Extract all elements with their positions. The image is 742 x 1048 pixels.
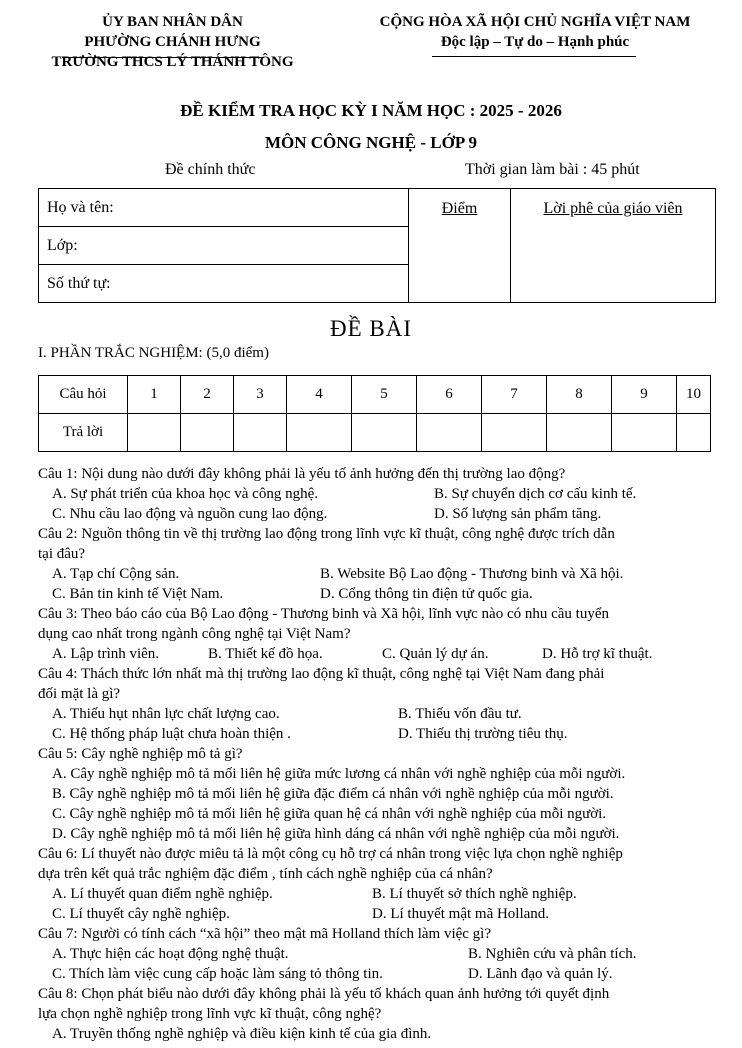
q5-option-a: A. Cây nghề nghiệp mô tả mối liên hệ giữa mức lương cá nhân với nghề nghiệp của mỗi người.	[52, 766, 626, 782]
answer-cell[interactable]	[612, 414, 677, 452]
answer-table	[38, 375, 711, 452]
question-number: 2	[181, 376, 234, 414]
q4-option-b: B. Thiếu vốn đầu tư.	[398, 706, 522, 722]
q7-option-d: D. Lãnh đạo và quản lý.	[468, 966, 613, 982]
question-number: 8	[547, 376, 612, 414]
question-8-line-2: lựa chọn nghề nghiệp trong lĩnh vực kĩ thuật, công nghệ?	[38, 1006, 382, 1022]
q4-option-a: A. Thiếu hụt nhân lực chất lượng cao.	[52, 706, 280, 722]
question-7: Câu 7: Người có tính cách “xã hội” theo mật mã Holland thích làm việc gì?	[38, 926, 492, 942]
question-2-line-1: Câu 2: Nguồn thông tin về thị trường lao động trong lĩnh vực kĩ thuật, công nghệ được trích dẫn	[38, 526, 615, 542]
section-heading: ĐỀ BÀI	[329, 316, 413, 341]
q8-option-a: A. Truyền thống nghề nghiệp và điều kiện kinh tế của gia đình.	[52, 1026, 432, 1042]
official-label: Đề chính thức	[165, 161, 256, 178]
q4-option-c: C. Hệ thống pháp luật chưa hoàn thiện .	[52, 726, 291, 742]
q6-option-d: D. Lí thuyết mật mã Holland.	[372, 906, 550, 922]
question-6-line-1: Câu 6: Lí thuyết nào được miêu tả là một công cụ hỗ trợ cá nhân trong việc lựa chọn nghề nghiệp	[38, 846, 623, 862]
question-number: 1	[128, 376, 181, 414]
answer-cell[interactable]	[417, 414, 482, 452]
q3-option-d: D. Hỗ trợ kĩ thuật.	[542, 646, 653, 662]
question-number: 4	[287, 376, 352, 414]
school-underline	[62, 57, 264, 58]
class-field[interactable]: Lớp:	[39, 227, 409, 265]
question-number: 6	[417, 376, 482, 414]
q5-option-b: B. Cây nghề nghiệp mô tả mối liên hệ giữa đặc điểm cá nhân với nghề nghiệp của mỗi người.	[52, 786, 614, 802]
answer-cell[interactable]	[234, 414, 287, 452]
country-name: CỘNG HÒA XÃ HỘI CHỦ NGHĨA VIỆT NAM	[379, 14, 691, 30]
name-field[interactable]: Họ và tên:	[39, 189, 409, 227]
authority-line-1: ỦY BAN NHÂN DÂN	[102, 14, 243, 30]
duration-label: Thời gian làm bài : 45 phút	[465, 161, 640, 178]
q5-option-c: C. Cây nghề nghiệp mô tả mối liên hệ giữa quan hệ cá nhân với nghề nghiệp của mỗi người.	[52, 806, 607, 822]
question-2-line-2: tại đâu?	[38, 546, 86, 562]
q7-option-b: B. Nghiên cứu và phân tích.	[468, 946, 637, 962]
answer-cell[interactable]	[677, 414, 711, 452]
question-6-line-2: dựa trên kết quả trắc nghiệm đặc điểm , tính cách nghề nghiệp của cá nhân?	[38, 866, 493, 882]
q6-option-a: A. Lí thuyết quan điểm nghề nghiệp.	[52, 886, 273, 902]
authority-block	[20, 12, 325, 72]
q7-option-c: C. Thích làm việc cung cấp hoặc làm sáng tỏ thông tin.	[52, 966, 383, 982]
q7-option-a: A. Thực hiện các hoạt động nghệ thuật.	[52, 946, 289, 962]
exam-subject: MÔN CÔNG NGHỆ - LỚP 9	[264, 133, 478, 152]
question-number: 10	[677, 376, 711, 414]
question-row-label: Câu hỏi	[39, 376, 128, 414]
question-3-line-2: dụng cao nhất trong ngành công nghệ tại Việt Nam?	[38, 626, 351, 642]
student-info-table	[38, 188, 716, 303]
question-8-line-1: Câu 8: Chọn phát biểu nào dưới đây không phải là yếu tố khách quan ảnh hưởng tới quyết định	[38, 986, 610, 1002]
answer-cell[interactable]	[181, 414, 234, 452]
question-number: 3	[234, 376, 287, 414]
q1-option-a: A. Sự phát triển của khoa học và công nghệ.	[52, 486, 318, 502]
answer-cell[interactable]	[352, 414, 417, 452]
answer-cell[interactable]	[287, 414, 352, 452]
national-motto-block	[340, 12, 730, 52]
exam-title: ĐỀ KIỂM TRA HỌC KỲ I NĂM HỌC : 2025 - 2026	[180, 101, 562, 120]
answer-cell[interactable]	[547, 414, 612, 452]
question-5: Câu 5: Cây nghề nghiệp mô tả gì?	[38, 746, 243, 762]
motto: Độc lập – Tự do – Hạnh phúc	[440, 34, 630, 50]
authority-line-2: PHƯỜNG CHÁNH HƯNG	[84, 34, 261, 50]
question-1: Câu 1: Nội dung nào dưới đây không phải là yếu tố ảnh hưởng đến thị trường lao động?	[38, 466, 566, 482]
q4-option-d: D. Thiếu thị trường tiêu thụ.	[398, 726, 568, 742]
school-name: TRƯỜNG THCS LÝ THÁNH TÔNG	[51, 54, 294, 70]
q6-option-c: C. Lí thuyết cây nghề nghiệp.	[52, 906, 230, 922]
number-field[interactable]: Số thứ tự:	[39, 265, 409, 303]
q3-option-c: C. Quản lý dự án.	[382, 646, 489, 662]
question-number: 5	[352, 376, 417, 414]
question-number: 9	[612, 376, 677, 414]
answer-row-label: Trả lời	[39, 414, 128, 452]
question-4-line-1: Câu 4: Thách thức lớn nhất mà thị trường lao động kĩ thuật, công nghệ tại Việt Nam đang phải	[38, 666, 605, 682]
motto-underline	[432, 56, 636, 57]
q5-option-d: D. Cây nghề nghiệp mô tả mối liên hệ giữa hình dáng cá nhân với nghề nghiệp của mỗi người.	[52, 826, 620, 842]
q3-option-a: A. Lập trình viên.	[52, 646, 160, 662]
q1-option-c: C. Nhu cầu lao động và nguồn cung lao động.	[52, 506, 328, 522]
q3-option-b: B. Thiết kế đồ họa.	[208, 646, 323, 662]
answer-cell[interactable]	[128, 414, 181, 452]
answer-cell[interactable]	[482, 414, 547, 452]
q1-option-d: D. Số lượng sản phẩm tăng.	[434, 506, 602, 522]
question-number: 7	[482, 376, 547, 414]
q2-option-d: D. Cổng thông tin điện tử quốc gia.	[320, 586, 533, 602]
q6-option-b: B. Lí thuyết sở thích nghề nghiệp.	[372, 886, 577, 902]
q2-option-a: A. Tạp chí Cộng sản.	[52, 566, 180, 582]
q2-option-c: C. Bản tin kinh tế Việt Nam.	[52, 586, 224, 602]
q2-option-b: B. Website Bộ Lao động - Thương binh và Xã hội.	[320, 566, 624, 582]
part1-heading: I. PHẦN TRẮC NGHIỆM: (5,0 điểm)	[38, 345, 269, 361]
q1-option-b: B. Sự chuyển dịch cơ cấu kinh tế.	[434, 486, 637, 502]
score-label: Điểm	[441, 200, 478, 217]
teacher-comment-label: Lời phê của giáo viên	[543, 200, 683, 217]
question-3-line-1: Câu 3: Theo báo cáo của Bộ Lao động - Thương binh và Xã hội, lĩnh vực nào có nhu cầu tuyển	[38, 606, 610, 622]
question-4-line-2: đối mặt là gì?	[38, 686, 121, 702]
